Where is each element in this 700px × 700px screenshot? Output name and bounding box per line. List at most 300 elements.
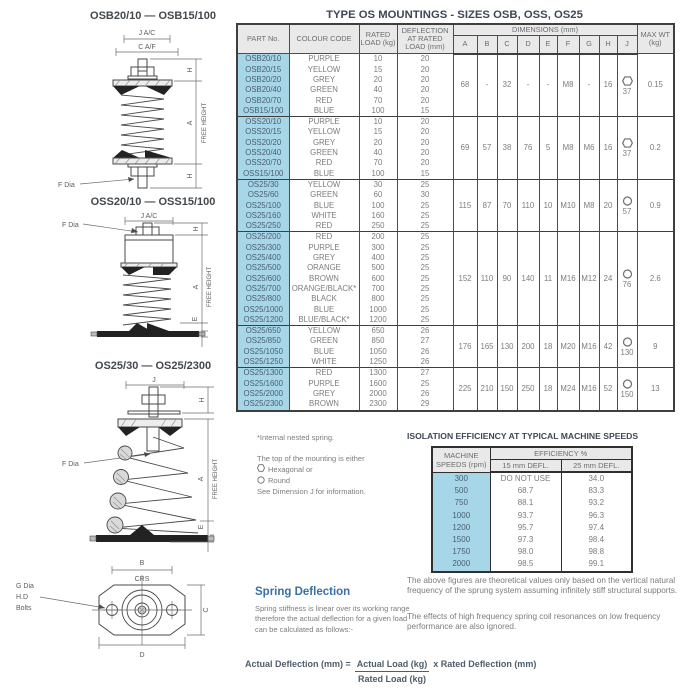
dimension-cell: M20 [557,326,579,368]
spring-deflection-body: Spring stiffness is linear over its working range therefore the actual deflection for a given load can be calculated as follows:- [255,604,410,634]
rated-load-cell: 60 [359,190,397,200]
colour-code-cell: GREEN [289,85,359,95]
round-option-label: Round [268,476,291,486]
dimension-cell: 200 [517,326,539,368]
max-wt-cell: 0.2 [637,117,674,180]
deflection-cell: 25 [397,274,453,284]
efficiency-value-cell: 93.2 [561,497,632,509]
part-number-cell: OS25/300 [237,243,289,253]
colour-code-cell: GREY [289,389,359,399]
dimension-j-cell: 76 [617,232,637,326]
dimension-cell: 68 [453,54,477,117]
colour-code-cell: RED [289,232,359,243]
drawing1-title: OSB20/10 — OSB15/100 [90,10,216,22]
dim-label-c-af: C A/F [138,44,156,51]
rated-load-cell: 20 [359,138,397,148]
header-colour-code: COLOUR CODE [289,24,359,54]
part-number-cell: OSS20/70 [237,158,289,168]
part-number-cell: OS25/1200 [237,315,289,326]
part-number-cell: OS25/30 [237,179,289,190]
part-number-cell: OS25/1050 [237,347,289,357]
deflection-cell: 26 [397,389,453,399]
hexagon-icon [257,464,265,475]
washer [128,411,180,414]
dimension-cell: 225 [453,368,477,411]
os25-mounting-drawing [50,373,235,558]
dimension-cell: M16 [579,368,599,411]
see-dimension-note: See Dimension J for information. [257,486,366,496]
deflection-cell: 20 [397,85,453,95]
colour-code-cell: YELLOW [289,127,359,137]
colour-code-cell: RED [289,368,359,379]
colour-code-cell: BLUE/BLACK* [289,315,359,326]
rated-load-cell: 2300 [359,399,397,410]
efficiency-value-cell: 95.7 [490,522,561,534]
round-top-icon [622,337,633,347]
part-number-cell: OSS20/10 [237,117,289,128]
part-number-cell: OS25/700 [237,284,289,294]
spring-deflection-heading: Spring Deflection [255,586,351,598]
part-number-cell: OS25/600 [237,274,289,284]
dimension-cell: 150 [497,368,517,411]
part-number-cell: OSS20/20 [237,138,289,148]
deflection-cell: 25 [397,253,453,263]
part-number-cell: OS25/250 [237,221,289,232]
base-plate [96,535,208,542]
dimension-cell: - [517,54,539,117]
efficiency-value-cell: 97.4 [561,522,632,534]
efficiency-value-cell: 83.3 [561,485,632,497]
dimension-j-cell: 130 [617,326,637,368]
formula-fraction [355,659,430,684]
colour-code-cell: RED [289,96,359,106]
dim-label-h: H [193,226,200,232]
free-height-label: FREE HEIGHT [213,458,219,500]
dim-label-e: E [192,316,199,322]
header-dim-e: E [539,36,557,54]
dim-label-a: A [187,120,194,126]
part-number-cell: OSS15/100 [237,169,289,180]
header-dim-c: C [497,36,517,54]
header-max-wt: MAX WT (kg) [637,24,674,54]
rated-load-cell: 30 [359,179,397,190]
colour-code-cell: YELLOW [289,326,359,337]
dimension-cell: - [579,54,599,117]
top-stud [149,387,158,417]
rated-load-cell: 100 [359,169,397,180]
header-dim-a: A [453,36,477,54]
efficiency-value-cell: 68.7 [490,485,561,497]
header-15mm-defl: 15 mm DEFL. [490,460,561,473]
bottom-plate [113,158,172,164]
header-dimensions: DIMENSIONS (mm) [453,24,637,36]
header-dim-j: J [617,36,637,54]
rated-load-cell: 1000 [359,305,397,315]
part-number-cell: OSB20/20 [237,75,289,85]
deflection-cell: 26 [397,326,453,337]
top-stud [143,223,152,235]
dim-label-h-top: H [187,67,194,73]
dimension-cell: M6 [579,117,599,180]
top-nut [136,227,159,235]
efficiency-value-cell: 97.3 [490,534,561,546]
efficiency-value-cell: 98.0 [490,546,561,558]
nested-spring-note: *Internal nested spring. [257,433,335,442]
colour-code-cell: GREEN [289,148,359,158]
dimension-cell: 70 [497,179,517,231]
round-top-icon [622,379,633,389]
deflection-cell: 25 [397,284,453,294]
colour-code-cell: BLACK [289,294,359,304]
part-number-cell: OS25/200 [237,232,289,243]
header-dim-d: D [517,36,539,54]
header-part-no: PART No. [237,24,289,54]
drawing2-title: OSS20/10 — OSS15/100 [90,196,216,208]
dimension-cell: 152 [453,232,477,326]
deflection-cell: 27 [397,368,453,379]
part-number-cell: OSB20/40 [237,85,289,95]
rated-load-cell: 250 [359,221,397,232]
osb-mounting-drawing [50,23,235,196]
free-height-label: FREE HEIGHT [207,266,213,308]
dimension-cell: 210 [477,368,497,411]
deflection-cell: 20 [397,65,453,75]
max-wt-cell: 13 [637,368,674,411]
machine-speed-cell: 1750 [432,546,490,558]
deflection-cell: 25 [397,179,453,190]
machine-speed-cell: 1500 [432,534,490,546]
part-number-cell: OS25/60 [237,190,289,200]
dim-label-g-dia: G Dia [16,583,34,590]
dimension-cell: 115 [453,179,477,231]
dimension-cell: 20 [599,179,617,231]
part-number-cell: OS25/500 [237,263,289,273]
rated-load-cell: 10 [359,54,397,65]
rated-load-cell: 500 [359,263,397,273]
machine-speed-cell: 1000 [432,510,490,522]
deflection-cell: 25 [397,263,453,273]
rated-load-cell: 700 [359,284,397,294]
rated-load-cell: 15 [359,127,397,137]
dimension-cell: 87 [477,179,497,231]
deflection-cell: 26 [397,357,453,368]
rated-load-cell: 20 [359,75,397,85]
deflection-cell: 20 [397,148,453,158]
dimension-cell: M8 [579,179,599,231]
rated-load-cell: 2000 [359,389,397,399]
dimension-cell: 11 [539,232,557,326]
rated-load-cell: 800 [359,294,397,304]
efficiency-value-cell: 34.0 [561,472,632,485]
dim-label-b: B [139,560,145,567]
dimension-cell: 57 [477,117,497,180]
dimension-j-cell: 150 [617,368,637,411]
machine-speed-cell: 2000 [432,558,490,571]
deflection-cell: 25 [397,211,453,221]
mounting-top-note: The top of the mounting is either [257,454,365,464]
efficiency-value-cell: 93.7 [490,510,561,522]
spring-coil [123,275,171,325]
formula-numerator: Actual Load (kg) [355,659,430,672]
colour-code-cell: GREEN [289,190,359,200]
rated-load-cell: 40 [359,85,397,95]
dim-label-f-dia: F Dia [62,222,79,229]
dim-label-hd: H.D [16,594,29,601]
colour-code-cell: WHITE [289,357,359,368]
deflection-cell: 25 [397,201,453,211]
free-height-label: FREE HEIGHT [202,102,208,144]
efficiency-value-cell: 99.1 [561,558,632,571]
deflection-cell: 20 [397,117,453,128]
efficiency-value-cell: 98.8 [561,546,632,558]
dim-label-j-ac: J A/C [140,213,158,220]
top-housing [125,235,173,263]
colour-code-cell: ORANGE/BLACK* [289,284,359,294]
deflection-cell: 15 [397,106,453,117]
header-machine-speeds: MACHINE SPEEDS (rpm) [432,447,490,472]
part-number-cell: OS25/850 [237,336,289,346]
top-stud [138,59,147,71]
part-number-cell: OS25/100 [237,201,289,211]
part-number-cell: OS25/400 [237,253,289,263]
dimension-cell: M8 [557,54,579,117]
colour-code-cell: BROWN [289,274,359,284]
deflection-cell: 20 [397,54,453,65]
part-number-cell: OS25/1000 [237,305,289,315]
header-deflection: DEFLECTION AT RATED LOAD (mm) [397,24,453,54]
dimension-cell: 90 [497,232,517,326]
dimension-cell: M16 [579,326,599,368]
oss-mounting-drawing [50,209,235,357]
machine-speed-cell: 500 [432,485,490,497]
dim-label-f-dia: F Dia [62,461,79,468]
round-top-icon [622,269,633,279]
top-cap [118,419,182,427]
spring-coil [121,95,164,155]
dimension-cell: 18 [539,326,557,368]
bottom-stud [138,176,147,188]
colour-code-cell: GREY [289,138,359,148]
isolation-heading: ISOLATION EFFICIENCY AT TYPICAL MACHINE SPEEDS [407,431,639,441]
formula-lhs: Actual Deflection (mm) = [245,659,351,669]
max-wt-cell: 2.6 [637,232,674,326]
dimension-cell: 110 [517,179,539,231]
deflection-cell: 20 [397,75,453,85]
top-plate [113,80,172,86]
deflection-cell: 25 [397,305,453,315]
colour-code-cell: PURPLE [289,379,359,389]
center-boss [147,427,159,451]
isolation-note-2: The effects of high frequency spring coil resonances on low frequency performance are also ignored. [407,612,661,632]
colour-code-cell: RED [289,158,359,168]
rated-load-cell: 100 [359,201,397,211]
dim-label-c: C [203,607,210,613]
colour-code-cell: YELLOW [289,179,359,190]
dimension-cell: M16 [557,232,579,326]
rated-load-cell: 70 [359,96,397,106]
dimension-cell: 250 [517,368,539,411]
machine-speed-cell: 750 [432,497,490,509]
dim-label-j: J [152,377,156,384]
dimension-cell: 38 [497,117,517,180]
part-number-cell: OS25/1250 [237,357,289,368]
dimension-cell: 110 [477,232,497,326]
deflection-cell: 26 [397,347,453,357]
dim-label-f-dia: F Dia [58,182,75,189]
dimension-cell: 69 [453,117,477,180]
circle-icon [257,476,265,487]
dim-label-e: E [198,524,205,530]
dim-label-d: D [139,652,145,659]
part-number-cell: OSS20/15 [237,127,289,137]
isolation-note-1: The above figures are theoretical values only based on the vertical natural frequency of the sprung system assuming infinitely stiff structural supports. [407,576,678,596]
dimension-j-cell: 37 [617,54,637,117]
dim-label-j-ac: J A/C [138,30,156,37]
deflection-cell: 27 [397,336,453,346]
efficiency-value-cell: 98.4 [561,534,632,546]
dimension-cell: 18 [539,368,557,411]
rated-load-cell: 40 [359,148,397,158]
colour-code-cell: GREEN [289,336,359,346]
dim-label-bolts: Bolts [16,605,32,612]
rated-load-cell: 100 [359,106,397,117]
rated-load-cell: 650 [359,326,397,337]
colour-code-cell: PURPLE [289,243,359,253]
deflection-cell: 25 [397,243,453,253]
base-plate [97,331,199,337]
rated-load-cell: 1300 [359,368,397,379]
header-dim-h: H [599,36,617,54]
deflection-cell: 25 [397,315,453,326]
colour-code-cell: BLUE [289,305,359,315]
rated-load-cell: 400 [359,253,397,263]
deflection-cell: 20 [397,127,453,137]
dimension-cell: 10 [539,179,557,231]
deflection-cell: 25 [397,232,453,243]
part-number-cell: OSB20/70 [237,96,289,106]
dimension-cell: 140 [517,232,539,326]
dim-label-h: H [199,397,206,403]
header-25mm-defl: 25 mm DEFL. [561,460,632,473]
dimension-cell: 76 [517,117,539,180]
deflection-cell: 20 [397,96,453,106]
formula-multiplier: x Rated Deflection (mm) [433,659,537,669]
efficiency-value-cell: DO NOT USE [490,472,561,485]
machine-speed-cell: 1200 [432,522,490,534]
max-wt-cell: 9 [637,326,674,368]
page-title: TYPE OS MOUNTINGS - SIZES OSB, OSS, OS25 [326,9,583,21]
header-rated-load: RATED LOAD (kg) [359,24,397,54]
hexagon-top-icon [622,76,633,86]
dimension-cell: 16 [599,117,617,180]
part-number-cell: OS25/1600 [237,379,289,389]
part-number-cell: OS25/160 [237,211,289,221]
dimension-cell: 130 [497,326,517,368]
dimension-cell: M10 [557,179,579,231]
rated-load-cell: 600 [359,274,397,284]
dimension-cell: 5 [539,117,557,180]
deflection-cell: 25 [397,221,453,232]
dimension-j-cell: 37 [617,117,637,180]
rated-load-cell: 1600 [359,379,397,389]
header-dim-g: G [579,36,599,54]
base-plate-plan-drawing [0,555,260,700]
formula-denominator: Rated Load (kg) [358,674,427,684]
dim-label-crs: CRS [134,576,150,583]
dimension-j-cell: 57 [617,179,637,231]
colour-code-cell: GREY [289,75,359,85]
top-nut [142,395,165,404]
rated-load-cell: 70 [359,158,397,168]
deflection-cell: 29 [397,399,453,410]
dimension-cell: 52 [599,368,617,411]
colour-code-cell: GREY [289,253,359,263]
max-wt-cell: 0.15 [637,54,674,117]
dimension-cell: M8 [557,117,579,180]
dimension-cell: 176 [453,326,477,368]
part-number-cell: OS25/1300 [237,368,289,379]
colour-code-cell: YELLOW [289,65,359,75]
colour-code-cell: BROWN [289,399,359,410]
rated-load-cell: 10 [359,117,397,128]
mountings-table [236,23,675,412]
bottom-nut [131,167,154,176]
colour-code-cell: PURPLE [289,54,359,65]
colour-code-cell: BLUE [289,347,359,357]
efficiency-value-cell: 96.3 [561,510,632,522]
rated-load-cell: 160 [359,211,397,221]
part-number-cell: OSB15/100 [237,106,289,117]
part-number-cell: OS25/2300 [237,399,289,410]
drawing3-title: OS25/30 — OS25/2300 [94,360,212,372]
rated-load-cell: 850 [359,336,397,346]
colour-code-cell: BLUE [289,106,359,117]
rated-load-cell: 300 [359,243,397,253]
colour-code-cell: BLUE [289,169,359,180]
dimension-cell: M24 [557,368,579,411]
dimension-cell: 24 [599,232,617,326]
header-dim-f: F [557,36,579,54]
efficiency-table [431,446,633,573]
table-notes [257,433,407,497]
deflection-cell: 20 [397,138,453,148]
header-efficiency: EFFICIENCY % [490,447,632,460]
part-number-cell: OS25/2000 [237,389,289,399]
round-top-icon [622,196,633,206]
dimension-cell: - [539,54,557,117]
deflection-cell: 30 [397,190,453,200]
deflection-cell: 15 [397,169,453,180]
colour-code-cell: WHITE [289,211,359,221]
part-number-cell: OSS20/40 [237,148,289,158]
rated-load-cell: 1200 [359,315,397,326]
deflection-cell: 20 [397,158,453,168]
colour-code-cell: RED [289,221,359,232]
hexagon-top-icon [622,138,633,148]
dimension-cell: - [477,54,497,117]
colour-code-cell: BLUE [289,201,359,211]
part-number-cell: OS25/650 [237,326,289,337]
colour-code-cell: PURPLE [289,117,359,128]
dim-label-h-bottom: H [187,173,194,179]
max-wt-cell: 0.9 [637,179,674,231]
dimension-cell: 16 [599,54,617,117]
efficiency-value-cell: 88.1 [490,497,561,509]
machine-speed-cell: 300 [432,472,490,485]
part-number-cell: OS25/800 [237,294,289,304]
efficiency-value-cell: 98.5 [490,558,561,571]
part-number-cell: OSB20/10 [237,54,289,65]
